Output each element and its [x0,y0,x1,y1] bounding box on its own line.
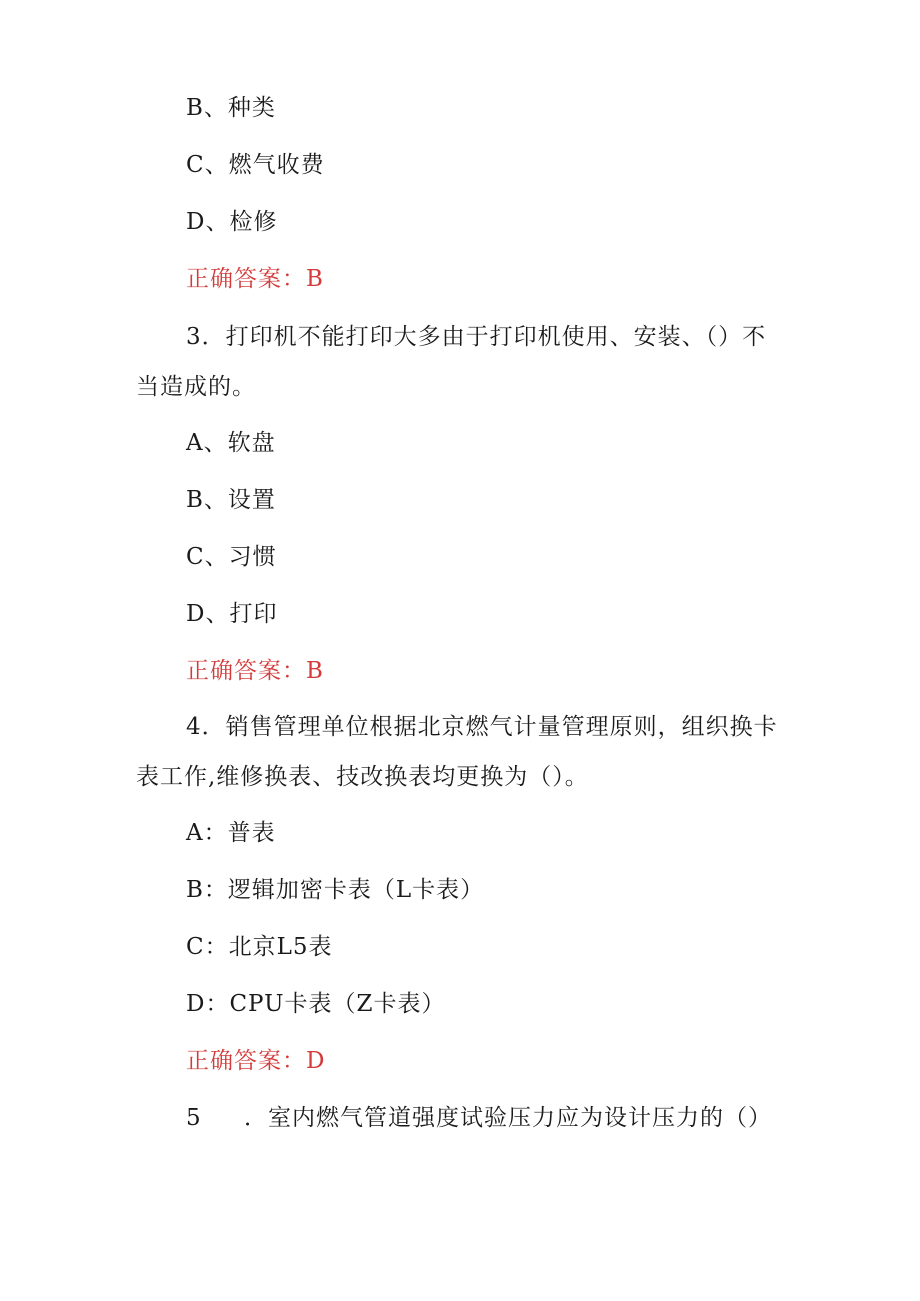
q5-number: 5 [186,1105,202,1131]
q4-text-line1: 4．销售管理单位根据北京燃气计量管理原则，组织换卡 [186,714,778,740]
q2-option-c: C、燃气收费 [186,152,325,178]
q5-text [186,1103,772,1133]
q4-option-c: C：北京L5表 [186,934,333,960]
q3-option-a: A、软盘 [186,430,276,456]
q3-text-line2: 当造成的。 [136,374,256,400]
q4-option-d: D：CPU卡表（Z卡表） [186,991,446,1017]
q3-option-b: B、设置 [186,487,276,513]
q4-option-b: B：逻辑加密卡表（L卡表） [186,877,485,903]
q3-text-line1: 3．打印机不能打印大多由于打印机使用、安装、（）不 [186,324,767,350]
q4-option-a: A：普表 [186,820,276,846]
q3-option-d: D、打印 [186,601,278,627]
q5-question: ．室内燃气管道强度试验压力应为设计压力的（） [244,1105,772,1131]
q2-option-b: B、种类 [186,95,276,121]
q3-answer: 正确答案：B [186,658,324,684]
q4-text-line2: 表工作,维修换表、技改换表均更换为（）。 [136,764,589,790]
q2-answer: 正确答案：B [186,266,324,292]
q3-option-c: C、习惯 [186,544,277,570]
q2-option-d: D、检修 [186,209,278,235]
q4-answer: 正确答案：D [186,1048,326,1074]
